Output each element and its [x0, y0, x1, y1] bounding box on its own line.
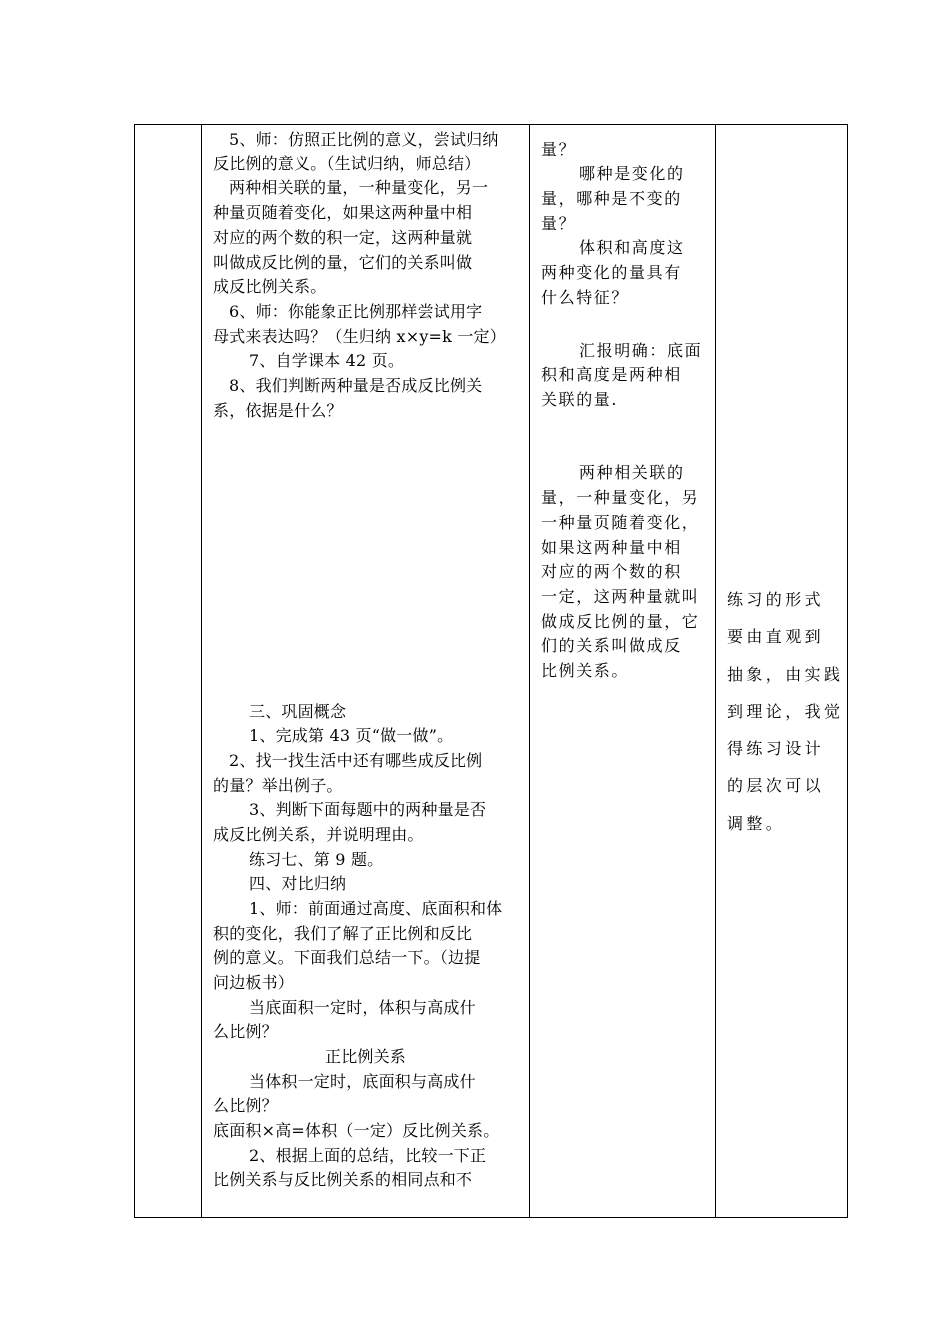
text-line: 汇报明确：底面	[579, 341, 703, 360]
column-design-notes	[717, 125, 849, 1217]
text-line: 积的变化，我们了解了正比例和反比	[213, 924, 473, 943]
text-line: 两种相关联的	[579, 463, 685, 482]
text-line: 6、师：你能象正比例那样尝试用字	[229, 302, 483, 321]
text-line: 体积和高度这	[579, 238, 685, 257]
text-line: 底面积×高=体积（一定）反比例关系。	[213, 1121, 500, 1140]
text-line: 种量页随着变化，如果这两种量中相	[213, 203, 473, 222]
text-line: 2、找一找生活中还有哪些成反比例	[229, 751, 483, 770]
column-teaching-process	[203, 125, 529, 1217]
text-line: 积和高度是两种相	[541, 365, 682, 384]
text-line: 两种变化的量具有	[541, 263, 682, 282]
text-line: 的量？举出例子。	[213, 776, 343, 795]
text-line: 量？	[541, 140, 577, 159]
text-line: 比例关系与反比例关系的相同点和不	[213, 1170, 473, 1189]
text-line: 当底面积一定时，体积与高成什	[249, 998, 476, 1017]
column-divider	[715, 125, 716, 1217]
column-student-activity	[531, 125, 715, 1217]
text-line: 做成反比例的量，它	[541, 612, 700, 631]
text-line: 1、完成第 43 页“做一做”。	[249, 726, 454, 745]
text-line: 一定，这两种量就叫	[541, 587, 700, 606]
text-line: 例的意义。下面我们总结一下。（边提	[213, 948, 481, 967]
text-line: 反比例的意义。（生试归纳，师总结）	[213, 154, 481, 173]
text-line: 一种量页随着变化，	[541, 513, 700, 532]
text-line: 哪种是变化的	[579, 164, 685, 183]
column-empty	[135, 125, 201, 1217]
text-line: 2、根据上面的总结，比较一下正	[249, 1146, 487, 1165]
text-line: 比例关系。	[541, 661, 630, 680]
text-line: 到理论，我觉	[727, 702, 844, 721]
text-line: 母式来表达吗？（生归纳 x×y=k 一定）	[213, 327, 506, 346]
text-line: 问边板书）	[213, 973, 295, 992]
section-heading: 四、对比归纳	[249, 874, 347, 893]
text-line: 成反比例关系。	[213, 277, 327, 296]
lesson-plan-table	[134, 124, 848, 1218]
column-divider	[201, 125, 202, 1217]
text-line: 么比例？	[213, 1096, 278, 1115]
text-line: 正比例关系	[325, 1047, 407, 1066]
text-line: 系，依据是什么？	[213, 401, 343, 420]
text-line: 3、判断下面每题中的两种量是否	[249, 800, 487, 819]
text-line: 成反比例关系，并说明理由。	[213, 825, 424, 844]
text-line: 关联的量.	[541, 390, 619, 409]
text-line: 叫做成反比例的量，它们的关系叫做	[213, 253, 473, 272]
text-line: 要由直观到	[727, 627, 825, 646]
text-line: 对应的两个数的积一定，这两种量就	[213, 228, 473, 247]
text-line: 的层次可以	[727, 776, 825, 795]
text-line: 练习的形式	[727, 590, 825, 609]
text-line: 对应的两个数的积	[541, 562, 682, 581]
text-line: 7、自学课本 42 页。	[249, 351, 405, 370]
text-line: 量？	[541, 214, 577, 233]
text-line: 8、我们判断两种量是否成反比例关	[229, 376, 483, 395]
text-line: 调整。	[727, 814, 786, 833]
text-line: 1、师：前面通过高度、底面积和体	[249, 899, 503, 918]
text-line: 如果这两种量中相	[541, 538, 682, 557]
text-line: 们的关系叫做成反	[541, 636, 682, 655]
text-line: 量，一种量变化，另	[541, 488, 700, 507]
text-line: 抽象，由实践	[727, 665, 844, 684]
text-line: 量，哪种是不变的	[541, 189, 682, 208]
text-line: 得练习设计	[727, 739, 825, 758]
text-line: 5、师：仿照正比例的意义，尝试归纳	[229, 130, 499, 149]
text-line: 什么特征？	[541, 288, 630, 307]
section-heading: 三、巩固概念	[249, 702, 347, 721]
text-line: 么比例？	[213, 1022, 278, 1041]
column-divider	[529, 125, 530, 1217]
text-line: 两种相关联的量，一种量变化，另一	[229, 178, 489, 197]
text-line: 练习七、第 9 题。	[249, 850, 384, 869]
text-line: 当体积一定时，底面积与高成什	[249, 1072, 476, 1091]
